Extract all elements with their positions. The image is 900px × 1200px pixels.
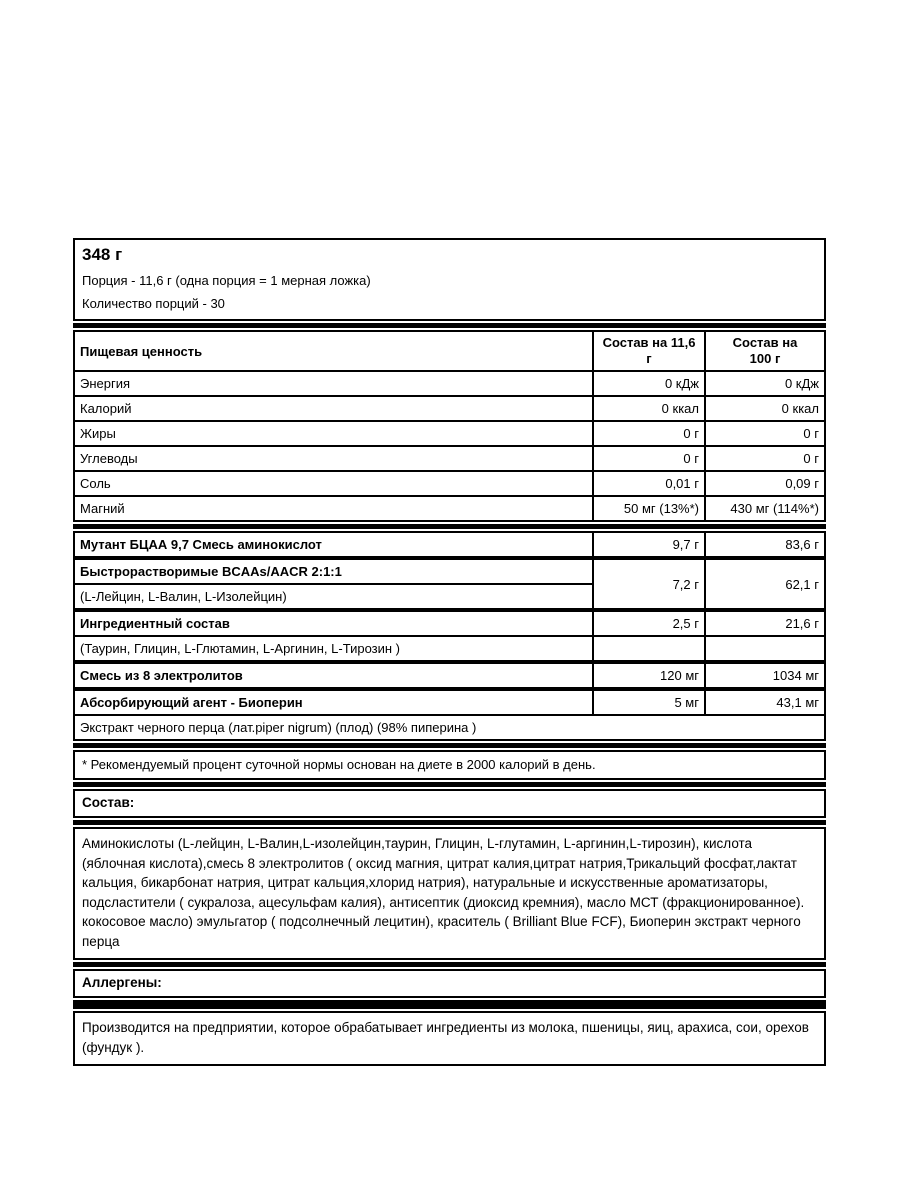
nutrient-label: Энергия: [74, 371, 593, 396]
nutrition-table: [73, 330, 826, 522]
composition-text: Аминокислоты (L-лейцин, L-Валин,L-изолейцин,таурин, Глицин, L-глутамин, L-аргинин,L-тирозин), кислота (яблочная кислота),смесь 8 электролитов ( оксид магния, цитрат калия,цитрат натрия,Трикальций фосфат,лактат кальция, бикарбонат натрия, цитрат кальция,хлорид натрия), натуральные и искусственные ароматизаторы, подсластители ( сукралоза, ацесульфам калия), антисептик (диоксид кремния), масло МСТ (фракционированное). кокосовое масло) эмульгатор ( подсолнечный лецитин), краситель ( Brilliant Blue FCF), Биоперин экстракт черного перца: [73, 827, 826, 960]
blend-per-100g-empty: [705, 636, 825, 662]
table-row-bioperine: [74, 689, 825, 715]
section-divider: [73, 323, 826, 328]
nutrient-per-serving: 0 ккал: [593, 396, 705, 421]
nutrient-label: Углеводы: [74, 446, 593, 471]
blend-per-serving: 7,2 г: [593, 558, 705, 610]
allergens-title: Аллергены:: [73, 969, 826, 998]
nutrient-per-100g: 0 г: [705, 421, 825, 446]
blend-per-serving: 5 мг: [593, 689, 705, 715]
section-divider: [73, 743, 826, 748]
nutrient-per-100g: 0,09 г: [705, 471, 825, 496]
table-row-carbs: [74, 446, 825, 471]
servings-count-line: Количество порций - 30: [82, 296, 225, 311]
blend-per-serving: 9,7 г: [593, 532, 705, 558]
nutrition-label: [73, 238, 826, 1066]
nutrient-per-serving: 0 кДж: [593, 371, 705, 396]
section-divider: [73, 962, 826, 967]
table-row-electrolytes: [74, 662, 825, 689]
nutrient-label: Калорий: [74, 396, 593, 421]
blend-per-100g: 21,6 г: [705, 610, 825, 636]
table-row-ingredient-blend: [74, 610, 825, 636]
header-per-100g-line2: 100 г: [749, 351, 781, 366]
blend-per-serving-empty: [593, 636, 705, 662]
table-row-calories: [74, 396, 825, 421]
table-row-black-pepper: [74, 715, 825, 740]
table-row-energy: [74, 371, 825, 396]
nutrient-per-100g: 0 ккал: [705, 396, 825, 421]
product-info-block: [73, 238, 826, 321]
section-divider: [73, 524, 826, 529]
supplement-table: [73, 531, 826, 741]
nutrient-per-100g: 430 мг (114%*): [705, 496, 825, 521]
nutrient-label: Жиры: [74, 421, 593, 446]
blend-per-serving: 2,5 г: [593, 610, 705, 636]
header-per-serving-line1: Состав на 11,6: [602, 335, 696, 350]
blend-per-100g: 62,1 г: [705, 558, 825, 610]
blend-label: Быстрорастворимые BCAAs/AACR 2:1:1: [74, 558, 593, 584]
blend-per-100g: 1034 мг: [705, 662, 825, 689]
header-per-serving-line2: г: [646, 351, 652, 366]
section-divider: [73, 782, 826, 787]
serving-size-line: Порция - 11,6 г (одна порция = 1 мерная ложка): [82, 273, 371, 288]
nutrition-header-row: [74, 331, 825, 371]
blend-sublabel: (Таурин, Глицин, L-Глютамин, L-Аргинин, L-Тирозин ): [74, 636, 593, 662]
blend-label: Абсорбирующий агент - Биоперин: [74, 689, 593, 715]
header-per-100g-line1: Состав на: [732, 335, 798, 350]
nutrient-per-serving: 50 мг (13%*): [593, 496, 705, 521]
nutrient-label: Магний: [74, 496, 593, 521]
table-row-bcaas: [74, 558, 825, 584]
table-row-magnesium: [74, 496, 825, 521]
allergens-text: Производится на предприятии, которое обрабатывает ингредиенты из молока, пшеницы, яиц, арахиса, сои, орехов (фундук ).: [73, 1011, 826, 1066]
product-weight: 348 г: [82, 245, 123, 264]
nutrition-header-label: Пищевая ценность: [74, 331, 593, 371]
black-pepper-extract-label: Экстракт черного перца (лат.piper nigrum) (плод) (98% пиперина ): [74, 715, 825, 740]
nutrient-per-100g: 0 кДж: [705, 371, 825, 396]
daily-value-note: * Рекомендуемый процент суточной нормы основан на диете в 2000 калорий в день.: [73, 750, 826, 780]
allergens-divider: [73, 1000, 826, 1009]
composition-title: Состав:: [73, 789, 826, 818]
nutrient-per-serving: 0 г: [593, 421, 705, 446]
table-row-mutant-bcaa: [74, 532, 825, 558]
blend-sublabel: (L-Лейцин, L-Валин, L-Изолейцин): [74, 584, 593, 610]
nutrient-per-serving: 0,01 г: [593, 471, 705, 496]
blend-per-100g: 83,6 г: [705, 532, 825, 558]
nutrition-header-per-100g: [705, 331, 825, 371]
nutrient-per-serving: 0 г: [593, 446, 705, 471]
blend-per-serving: 120 мг: [593, 662, 705, 689]
table-row-fat: [74, 421, 825, 446]
blend-per-100g: 43,1 мг: [705, 689, 825, 715]
section-divider: [73, 820, 826, 825]
blend-label: Мутант БЦАА 9,7 Смесь аминокислот: [74, 532, 593, 558]
table-row-salt: [74, 471, 825, 496]
blend-label: Ингредиентный состав: [74, 610, 593, 636]
nutrition-header-per-serving: [593, 331, 705, 371]
nutrient-label: Соль: [74, 471, 593, 496]
blend-label: Смесь из 8 электролитов: [74, 662, 593, 689]
table-row-ingredient-components: [74, 636, 825, 662]
nutrient-per-100g: 0 г: [705, 446, 825, 471]
